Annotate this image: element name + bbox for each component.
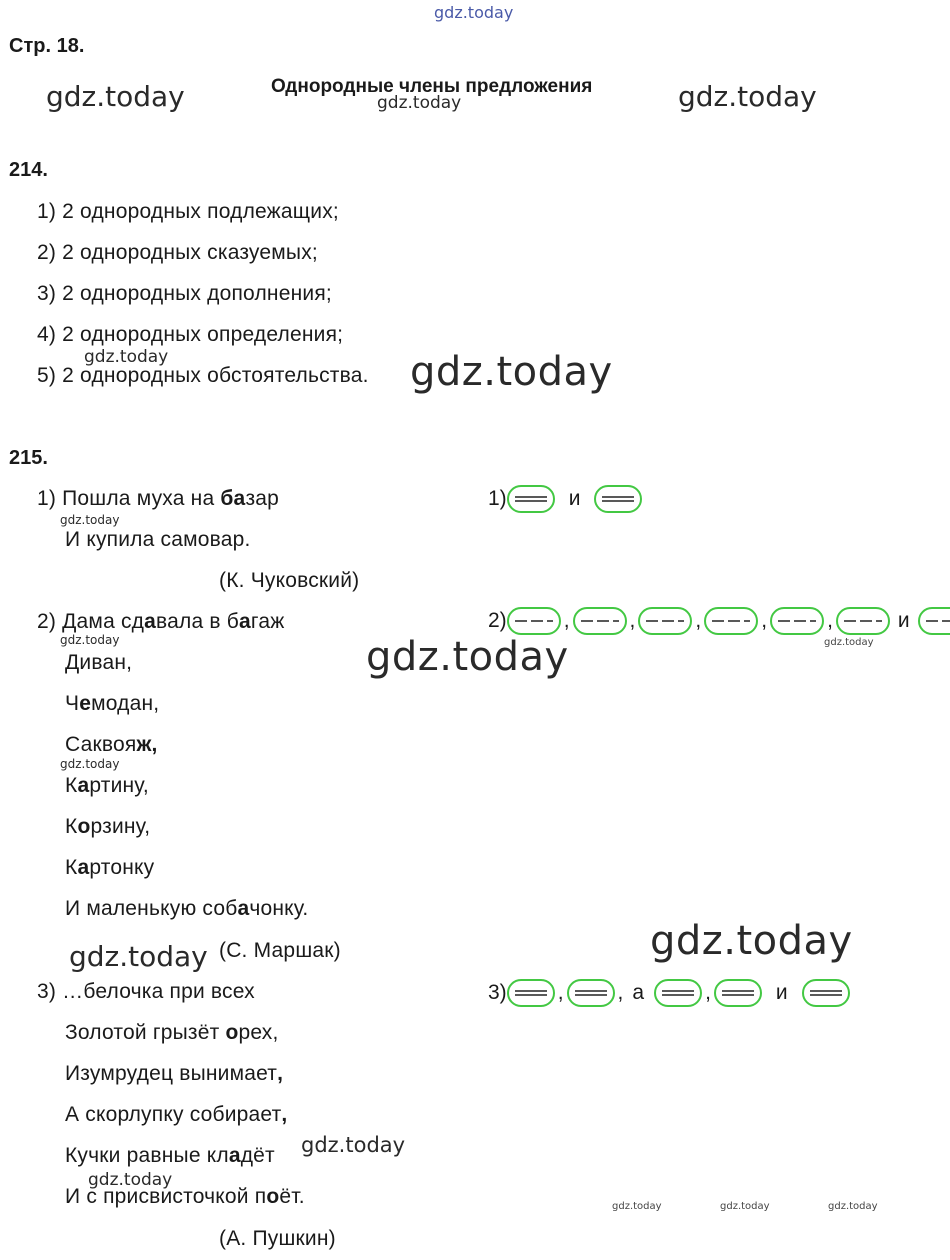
page-title: Однородные члены предложения bbox=[271, 76, 593, 97]
poem3-line-6: И с присвисточкой поёт. bbox=[65, 1185, 305, 1208]
poem1-author: (К. Чуковский) bbox=[219, 569, 360, 592]
scheme-3-sep: , bbox=[617, 981, 624, 1004]
scheme-2-sep: , bbox=[761, 609, 768, 632]
scheme-1-conj: и bbox=[568, 487, 581, 510]
exercise-214-item-5: 5) 2 однородных обстоятельства. bbox=[37, 364, 369, 387]
watermark-header-left: gdz.today bbox=[46, 80, 185, 113]
poem2-line-3: Чемодан, bbox=[65, 692, 160, 715]
watermark-scheme2: gdz.today bbox=[824, 637, 874, 648]
scheme-2-sep: , bbox=[563, 609, 570, 632]
poem3-line-1: 3) …белочка при всех bbox=[37, 980, 255, 1003]
predicate-oval bbox=[802, 979, 850, 1007]
watermark-p1: gdz.today bbox=[60, 513, 120, 527]
exercise-214-item-3: 3) 2 однородных дополнения; bbox=[37, 282, 332, 305]
exercise-214-item-4: 4) 2 однородных определения; bbox=[37, 323, 344, 346]
predicate-oval bbox=[594, 485, 642, 513]
object-oval bbox=[573, 607, 627, 635]
object-oval bbox=[507, 607, 561, 635]
watermark-right-big: gdz.today bbox=[650, 918, 853, 964]
poem3-line-4: А скорлупку собирает, bbox=[65, 1103, 288, 1126]
scheme-2-number: 2) bbox=[488, 609, 507, 632]
scheme-3-sep: , bbox=[557, 981, 564, 1004]
object-oval bbox=[918, 607, 950, 635]
exercise-215-number: 215. bbox=[9, 447, 48, 469]
scheme-3-sep: , bbox=[705, 981, 711, 1004]
scheme-3 bbox=[488, 979, 850, 1007]
watermark-marshak: gdz.today bbox=[69, 940, 208, 973]
watermark-header-center: gdz.today bbox=[377, 93, 462, 113]
poem2-line-4: Саквояж, bbox=[65, 733, 158, 756]
watermark-header-right: gdz.today bbox=[678, 80, 817, 113]
page-label: Стр. 18. bbox=[9, 35, 85, 57]
scheme-2-sep: , bbox=[695, 609, 702, 632]
watermark-p2b: gdz.today bbox=[60, 757, 120, 771]
poem2-line-1: 2) Дама сдавала в багаж bbox=[37, 610, 285, 633]
exercise-214-number: 214. bbox=[9, 159, 48, 181]
poem2-line-2: Диван, bbox=[65, 651, 133, 674]
predicate-oval bbox=[714, 979, 762, 1007]
object-oval bbox=[770, 607, 824, 635]
poem2-line-6: Корзину, bbox=[65, 815, 151, 838]
object-oval bbox=[704, 607, 758, 635]
scheme-3-number: 3) bbox=[488, 981, 507, 1004]
poem2-line-8: И маленькую собачонку. bbox=[65, 897, 309, 920]
scheme-2-sep: , bbox=[629, 609, 636, 632]
poem1-line-1: 1) Пошла муха на базар bbox=[37, 487, 280, 510]
watermark-bottom-2: gdz.today bbox=[720, 1201, 770, 1212]
predicate-oval bbox=[507, 485, 555, 513]
poem1-line-2: И купила самовар. bbox=[65, 528, 251, 551]
scheme-1-number: 1) bbox=[488, 487, 507, 510]
predicate-oval bbox=[654, 979, 702, 1007]
scheme-3-conj-a: а bbox=[632, 981, 645, 1004]
poem2-line-7: Картонку bbox=[65, 856, 155, 879]
watermark-214-big: gdz.today bbox=[410, 349, 613, 395]
poem3-line-2: Золотой грызёт орех, bbox=[65, 1021, 279, 1044]
scheme-2 bbox=[488, 607, 950, 635]
scheme-1 bbox=[488, 485, 642, 513]
watermark-bottom-1: gdz.today bbox=[612, 1201, 662, 1212]
watermark-p2: gdz.today bbox=[60, 633, 120, 647]
watermark-top: gdz.today bbox=[434, 3, 514, 22]
object-oval bbox=[638, 607, 692, 635]
watermark-bottom-3: gdz.today bbox=[828, 1201, 878, 1212]
watermark-p3b: gdz.today bbox=[88, 1170, 173, 1190]
exercise-214-item-2: 2) 2 однородных сказуемых; bbox=[37, 241, 318, 264]
scheme-3-conj-i: и bbox=[775, 981, 788, 1004]
watermark-center-big: gdz.today bbox=[366, 634, 569, 680]
poem2-line-5: Картину, bbox=[65, 774, 149, 797]
poem2-author: (С. Маршак) bbox=[219, 939, 341, 962]
poem3-line-3: Изумрудец вынимает, bbox=[65, 1062, 284, 1085]
exercise-214-item-1: 1) 2 однородных подлежащих; bbox=[37, 200, 339, 223]
predicate-oval bbox=[567, 979, 615, 1007]
scheme-2-sep: , bbox=[827, 609, 833, 632]
object-oval bbox=[836, 607, 890, 635]
watermark-214: gdz.today bbox=[84, 347, 169, 367]
scheme-2-conj: и bbox=[897, 609, 910, 632]
poem3-author: (А. Пушкин) bbox=[219, 1227, 336, 1250]
watermark-p3: gdz.today bbox=[301, 1133, 406, 1157]
predicate-oval bbox=[507, 979, 555, 1007]
poem3-line-5: Кучки равные кладёт bbox=[65, 1144, 275, 1167]
